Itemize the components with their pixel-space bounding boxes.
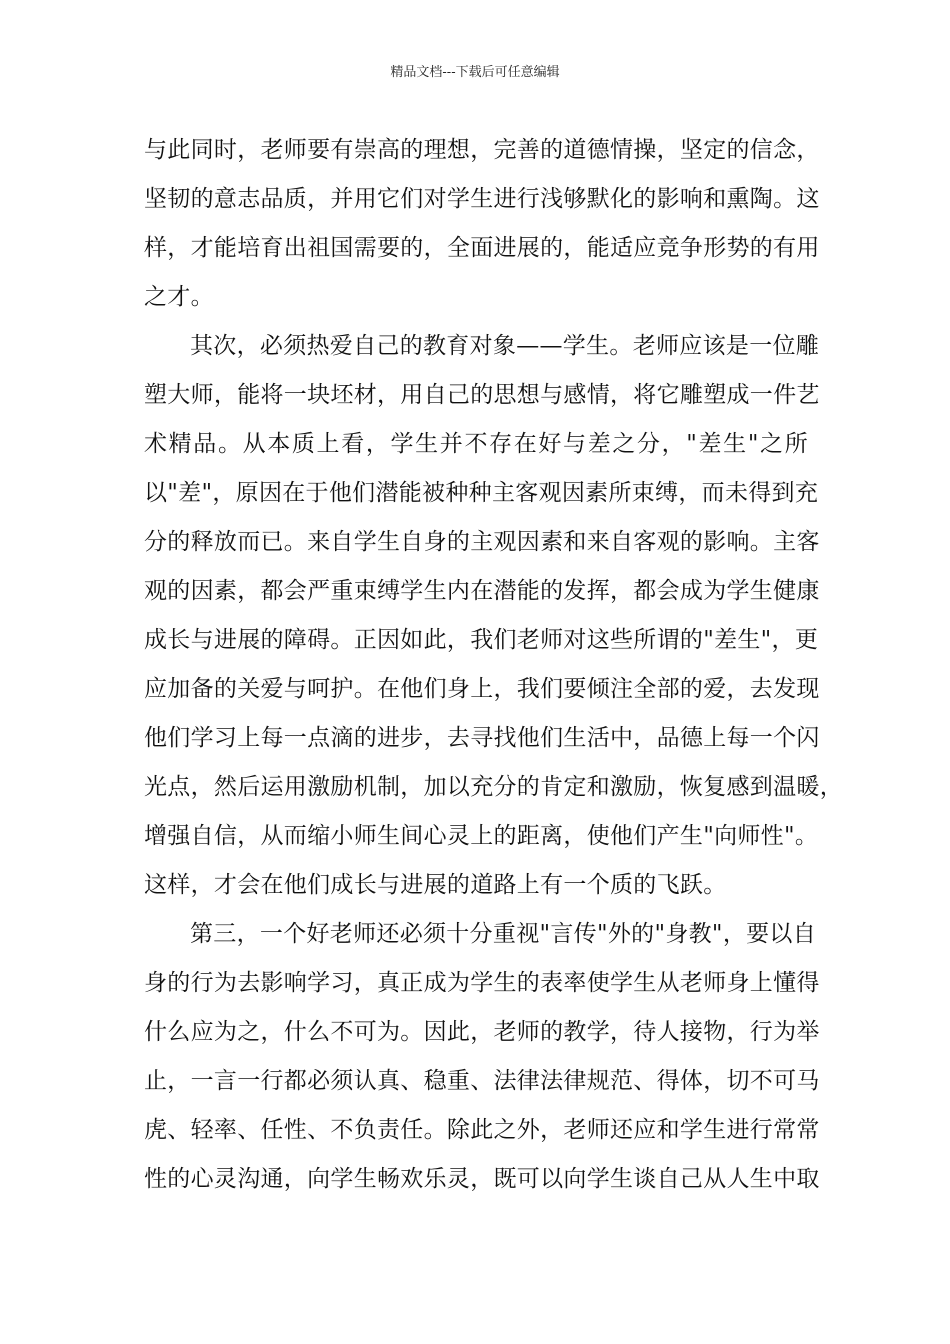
paragraph-3 [144, 910, 820, 1204]
text-line: 性的心灵沟通，向学生畅欢乐灵，既可以向学生谈自己从人生中取 [144, 1166, 820, 1192]
text-line: 应加备的关爱与呵护。在他们身上，我们要倾注全部的爱，去发现 [144, 676, 820, 702]
text-line: 以"差"，原因在于他们潜能被种种主客观因素所束缚，而未得到充 [144, 480, 819, 506]
text-line: 样，才能培育出祖国需要的，全面进展的，能适应竞争形势的有用 [144, 235, 820, 261]
text-line: 分的释放而已。来自学生自身的主观因素和来自客观的影响。主客 [144, 529, 820, 555]
text-line: 增强自信，从而缩小师生间心灵上的距离，使他们产生"向师性"。 [144, 823, 819, 849]
paragraph-1 [144, 126, 820, 322]
text-line: 术精品。从本质上看，学生并不存在好与差之分，"差生"之所 [144, 431, 808, 457]
text-line: 这样，才会在他们成长与进展的道路上有一个质的飞跃。 [144, 872, 727, 898]
text-line: 身的行为去影响学习，真正成为学生的表率使学生从老师身上懂得 [144, 970, 820, 996]
text-line: 虎、轻率、任性、不负责任。除此之外，老师还应和学生进行常常 [144, 1117, 820, 1143]
text-line: 第三，一个好老师还必须十分重视"言传"外的"身教"，要以自 [190, 921, 817, 947]
paragraph-2 [144, 322, 843, 910]
page-header: 精品文档---下载后可任意编辑 [390, 65, 560, 80]
text-line: 塑大师，能将一块坯材，用自己的思想与感情，将它雕塑成一件艺 [144, 382, 820, 408]
text-line: 之才。 [144, 284, 214, 310]
text-line: 什么应为之，什么不可为。因此，老师的教学，待人接物，行为举 [144, 1019, 820, 1045]
text-line: 坚韧的意志品质，并用它们对学生进行浅够默化的影响和熏陶。这 [144, 186, 820, 212]
text-line: 他们学习上每一点滴的进步，去寻找他们生活中，品德上每一个闪 [144, 725, 820, 751]
text-line: 成长与进展的障碍。正因如此，我们老师对这些所谓的"差生"，更 [144, 627, 819, 653]
text-line: 光点，然后运用激励机制，加以充分的肯定和激励，恢复感到温暖， [144, 774, 843, 800]
text-line: 其次，必须热爱自己的教育对象——学生。老师应该是一位雕 [190, 333, 820, 359]
text-line: 与此同时，老师要有崇高的理想，完善的道德情操，坚定的信念， [144, 137, 820, 163]
document-body [144, 126, 843, 1204]
text-line: 观的因素，都会严重束缚学生内在潜能的发挥，都会成为学生健康 [144, 578, 820, 604]
text-line: 止，一言一行都必须认真、稳重、法律法律规范、得体，切不可马 [144, 1068, 820, 1094]
